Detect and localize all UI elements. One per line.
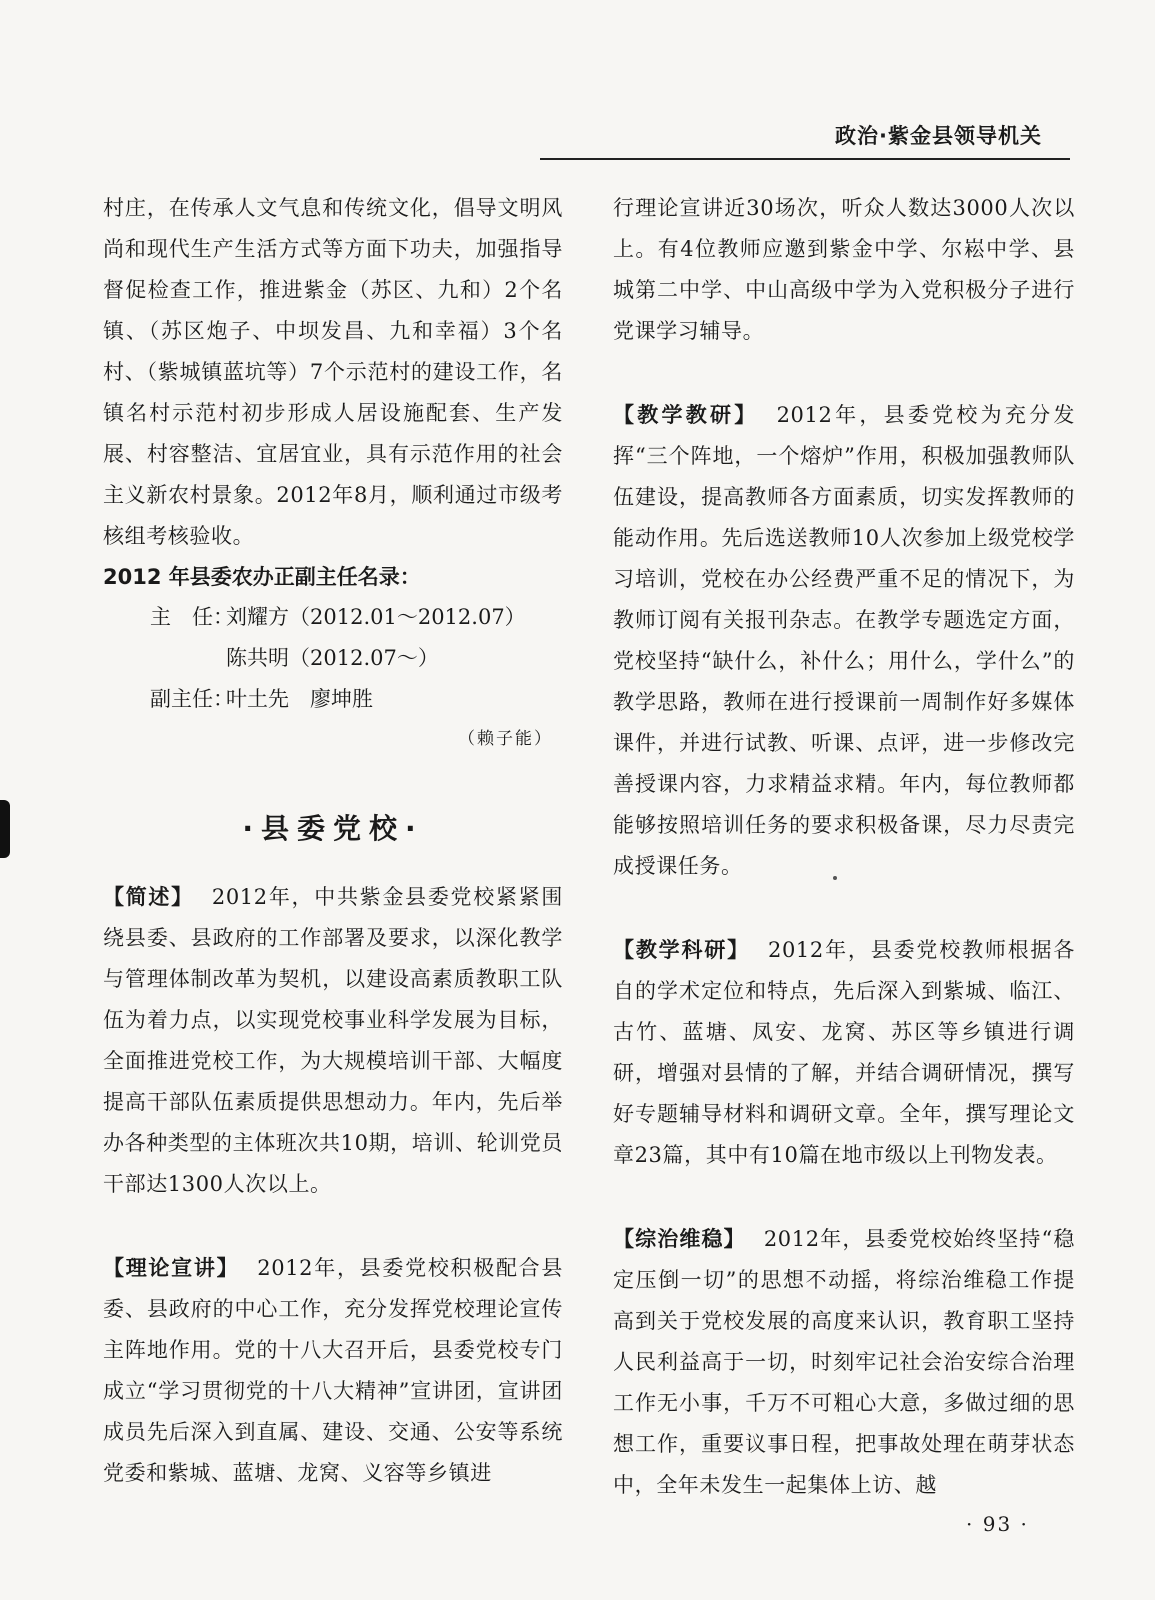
teaching-text: 2012年，县委党校为充分发挥“三个阵地，一个熔炉”作用，积极加强教师队伍建设，提高教师各方面素质，切实发挥教师的能动作用。先后选送教师10人次参加上级党校学习培训，党校在办公经费严重不足的情况下，为教师订阅有关报刊杂志。在教学专题选定方面，党校坚持“缺什么，补什么；用什么，学什么”的教学思路，教师在进行授课前一周制作好多媒体课件，并进行试教、听课、点评，进一步修改完善授课内容，力求精益求精。年内，每位教师都能够按照培训任务的要求积极备课，尽力尽责完成授课任务。	[613, 403, 1075, 878]
roster-deputy	[103, 679, 563, 720]
roster-director-2	[103, 638, 563, 679]
page-number: · 93 ·	[966, 1512, 1029, 1536]
author-signature: （赖子能）	[458, 729, 553, 749]
left-column	[103, 188, 563, 1494]
intro-paragraph: 村庄，在传承人文气息和传统文化，倡导文明风尚和现代生产生活方式等方面下功夫，加强指导督促检查工作，推进紫金（苏区、九和）2个名镇、（苏区炮子、中坝发昌、九和幸福）3个名村、（紫城镇蓝坑等）7个示范村的建设工作，名镇名村示范村初步形成人居设施配套、生产发展、村容整洁、宜居宜业，具有示范作用的社会主义新农村景象。2012年8月，顺利通过市级考核组考核验收。	[103, 196, 563, 548]
theory-continued: 行理论宣讲近30场次，听众人数达3000人次以上。有4位教师应邀到紫金中学、尔崧中学、县城第二中学、中山高级中学为入党积极分子进行党课学习辅导。	[613, 196, 1075, 343]
teaching-label: 【教学教研】	[613, 403, 759, 427]
stability-text: 2012年，县委党校始终坚持“稳定压倒一切”的思想不动摇，将综治维稳工作提高到关于党校发展的高度来认识，教育职工坚持人民利益高于一切，时刻牢记社会治安综合治理工作无小事，千万不可粗心大意，多做过细的思想工作，重要议事日程，把事故处理在萌芽状态中，全年未发生一起集体上访、越	[613, 1227, 1075, 1497]
director-2: 陈共明（2012.07～）	[226, 646, 439, 670]
summary-paragraph	[103, 877, 563, 1205]
summary-label: 【简述】	[103, 885, 194, 909]
deputy-role: 副主任：	[150, 687, 234, 711]
theory-paragraph	[103, 1248, 563, 1494]
stability-label: 【综治维稳】	[613, 1227, 746, 1251]
director-role: 主 任：	[150, 605, 234, 629]
stability-paragraph	[613, 1219, 1075, 1506]
section-title: ·县委党校·	[242, 812, 424, 845]
research-paragraph	[613, 930, 1075, 1176]
scan-edge-mark	[0, 800, 10, 858]
theory-label: 【理论宣讲】	[103, 1256, 240, 1280]
roster-title: 2012 年县委农办正副主任名录：	[103, 565, 421, 589]
teaching-paragraph	[613, 395, 1075, 887]
running-header	[540, 118, 1070, 160]
roster-director	[103, 597, 563, 638]
summary-text: 2012年，中共紫金县委党校紧紧围绕县委、县政府的工作部署及要求，以深化教学与管理体制改革为契机，以建设高素质教职工队伍为着力点，以实现党校事业科学发展为目标，全面推进党校工作，为大规模培训干部、大幅度提高干部队伍素质提供思想动力。年内，先后举办各种类型的主体班次共10期，培训、轮训党员干部达1300人次以上。	[103, 885, 563, 1196]
header-title: 政治·紫金县领导机关	[835, 124, 1042, 148]
director-1: 刘耀方（2012.01～2012.07）	[226, 605, 526, 629]
research-text: 2012年，县委党校教师根据各自的学术定位和特点，先后深入到紫城、临江、古竹、蓝塘、凤安、龙窝、苏区等乡镇进行调研，增强对县情的了解，并结合调研情况，撰写好专题辅导材料和调研文章。全年，撰写理论文章23篇，其中有10篇在地市级以上刊物发表。	[613, 938, 1075, 1167]
right-column	[613, 188, 1075, 1506]
deputy-names: 叶土先 廖坤胜	[226, 687, 373, 711]
research-label: 【教学科研】	[613, 938, 750, 962]
theory-text: 2012年，县委党校积极配合县委、县政府的中心工作，充分发挥党校理论宣传主阵地作用。党的十八大召开后，县委党校专门成立“学习贯彻党的十八大精神”宣讲团，宣讲团成员先后深入到直属、建设、交通、公安等系统党委和紫城、蓝塘、龙窝、义容等乡镇进	[103, 1256, 563, 1485]
